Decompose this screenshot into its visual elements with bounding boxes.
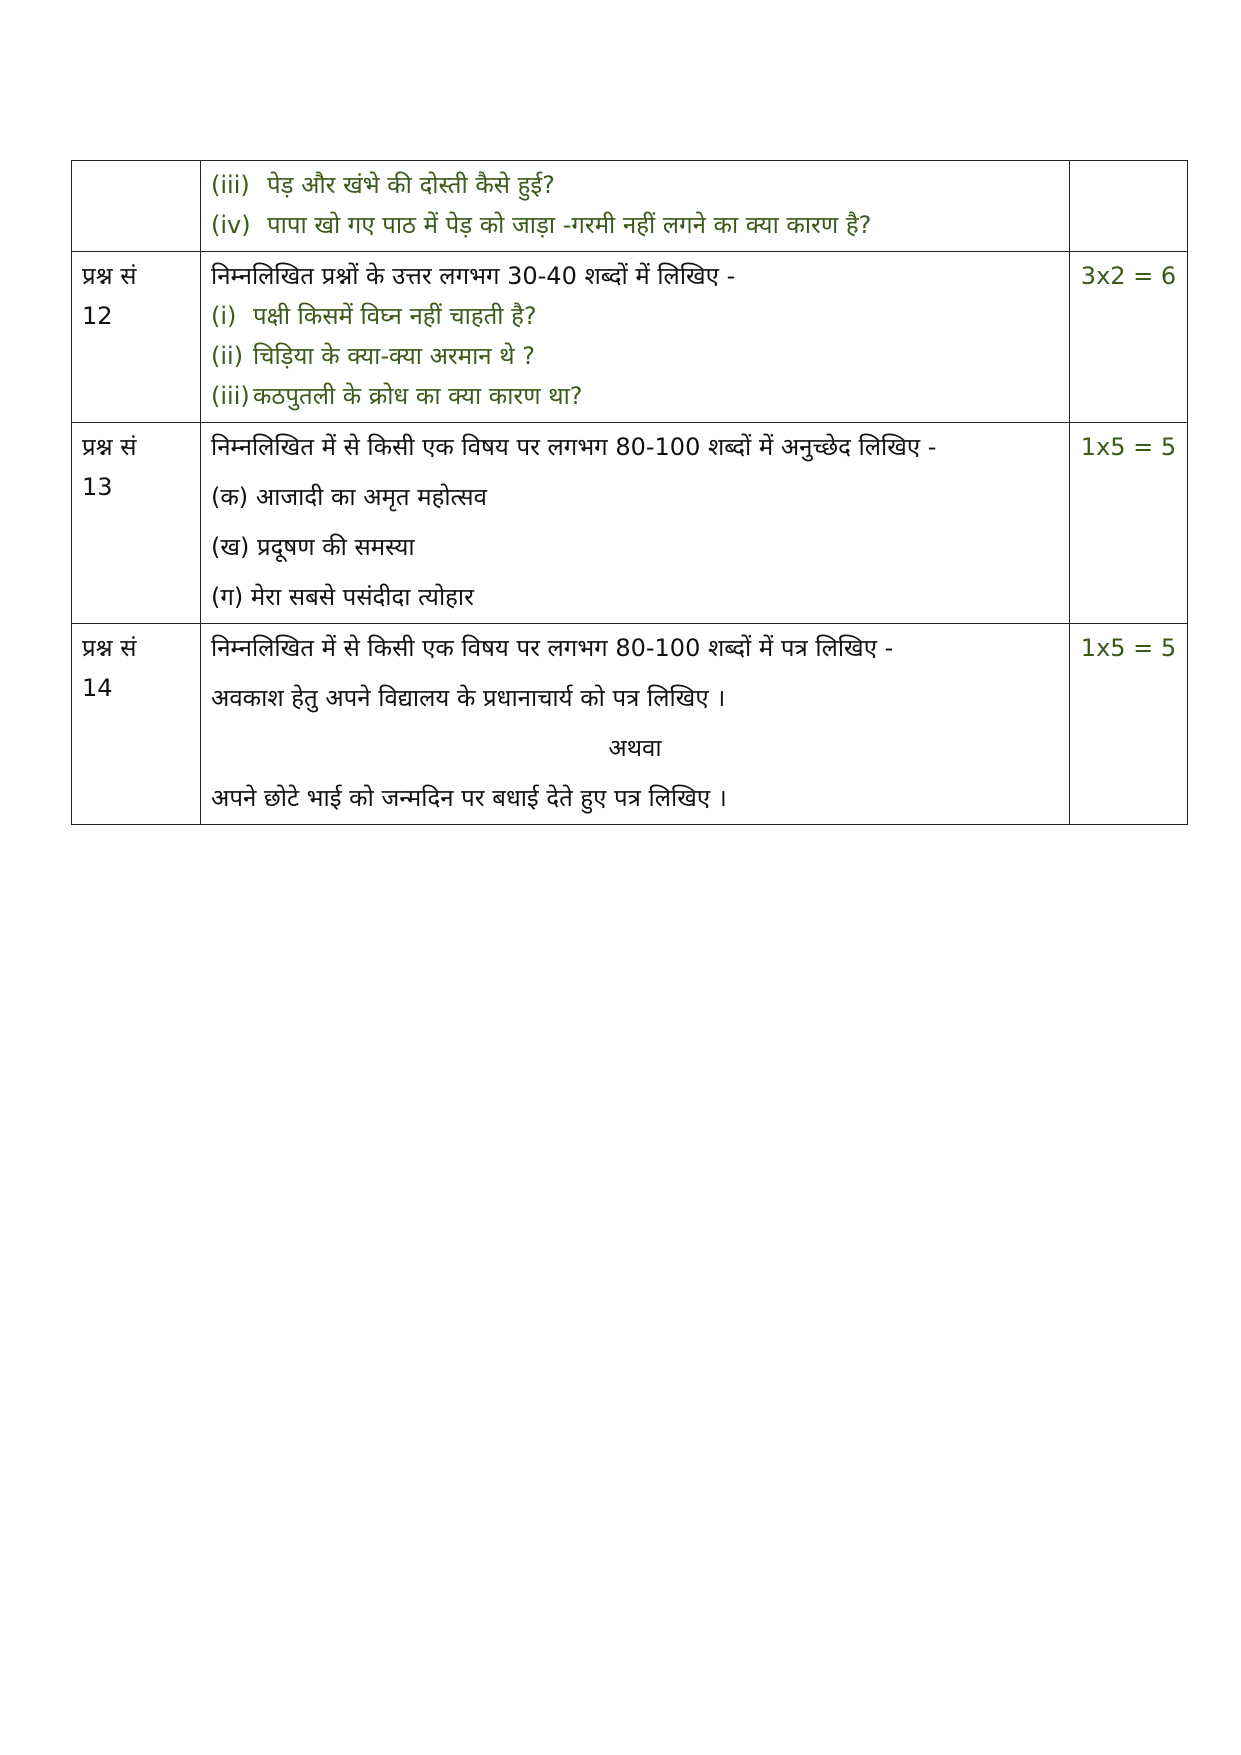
question-number-label: प्रश्न सं [82,634,137,662]
topic-option [211,527,1059,567]
question-number: 13 [82,473,113,501]
marks-value: 3x2 = 6 [1080,262,1177,290]
topic-text: आजादी का अमृत महोत्सव [255,483,487,511]
sub-question-text: पापा खो गए पाठ में पेड़ को जाड़ा -गरमी नहीं लगने का क्या कारण है? [267,211,872,239]
letter-option-b: अपने छोटे भाई को जन्मदिन पर बधाई देते हुए पत्र लिखिए । [211,784,727,812]
question-instruction: निम्नलिखित में से किसी एक विषय पर लगभग 80-100 शब्दों में अनुच्छेद लिखिए - [211,433,937,461]
sub-question-label: (iii) [211,382,250,410]
marks-cell [1070,252,1188,423]
topic-text: प्रदूषण की समस्या [257,533,415,561]
question-instruction: निम्नलिखित में से किसी एक विषय पर लगभग 80-100 शब्दों में पत्र लिखिए - [211,634,894,662]
marks-cell [1070,624,1188,825]
question-number: 14 [82,674,113,702]
sub-question-label: (iii) [211,171,250,199]
question-number-cell [72,252,201,423]
sub-question-text: कठपुतली के क्रोध का क्या कारण था? [253,382,583,410]
sub-question [211,376,1059,416]
sub-question-text: पक्षी किसमें विघ्न नहीं चाहती है? [253,302,537,330]
sub-question [211,336,1059,376]
question-number-cell [72,161,201,252]
question-number-label: प्रश्न सं [82,262,137,290]
marks-cell [1070,423,1188,624]
topic-label: (ग) [211,583,244,611]
question-row-13 [72,423,1188,624]
topic-label: (ख) [211,533,250,561]
sub-question-label: (i) [211,302,237,330]
marks-value: 1x5 = 5 [1080,634,1177,662]
question-body-cell [201,624,1070,825]
sub-question [211,165,1059,205]
topic-option [211,477,1059,517]
sub-question [211,296,1059,336]
sub-question-label: (iv) [211,211,251,239]
question-number-cell [72,624,201,825]
question-body-cell [201,161,1070,252]
question-row-14 [72,624,1188,825]
question-number-cell [72,423,201,624]
sub-question-label: (ii) [211,342,244,370]
question-row-continued [72,161,1188,252]
marks-value: 1x5 = 5 [1080,433,1177,461]
question-instruction: निम्नलिखित प्रश्नों के उत्तर लगभग 30-40 शब्दों में लिखिए - [211,262,736,290]
letter-option-a: अवकाश हेतु अपने विद्यालय के प्रधानाचार्य को पत्र लिखिए । [211,684,726,712]
question-number: 12 [82,302,113,330]
marks-cell [1070,161,1188,252]
question-table [71,160,1188,825]
topic-label: (क) [211,483,249,511]
question-body-cell [201,252,1070,423]
topic-text: मेरा सबसे पसंदीदा त्योहार [250,583,474,611]
question-body-cell [201,423,1070,624]
question-number-label: प्रश्न सं [82,433,137,461]
question-row-12 [72,252,1188,423]
sub-question-text: पेड़ और खंभे की दोस्ती कैसे हुई? [267,171,555,199]
or-divider: अथवा [608,734,662,762]
sub-question [211,205,1059,245]
topic-option [211,577,1059,617]
sub-question-text: चिड़िया के क्या-क्या अरमान थे ? [253,342,535,370]
